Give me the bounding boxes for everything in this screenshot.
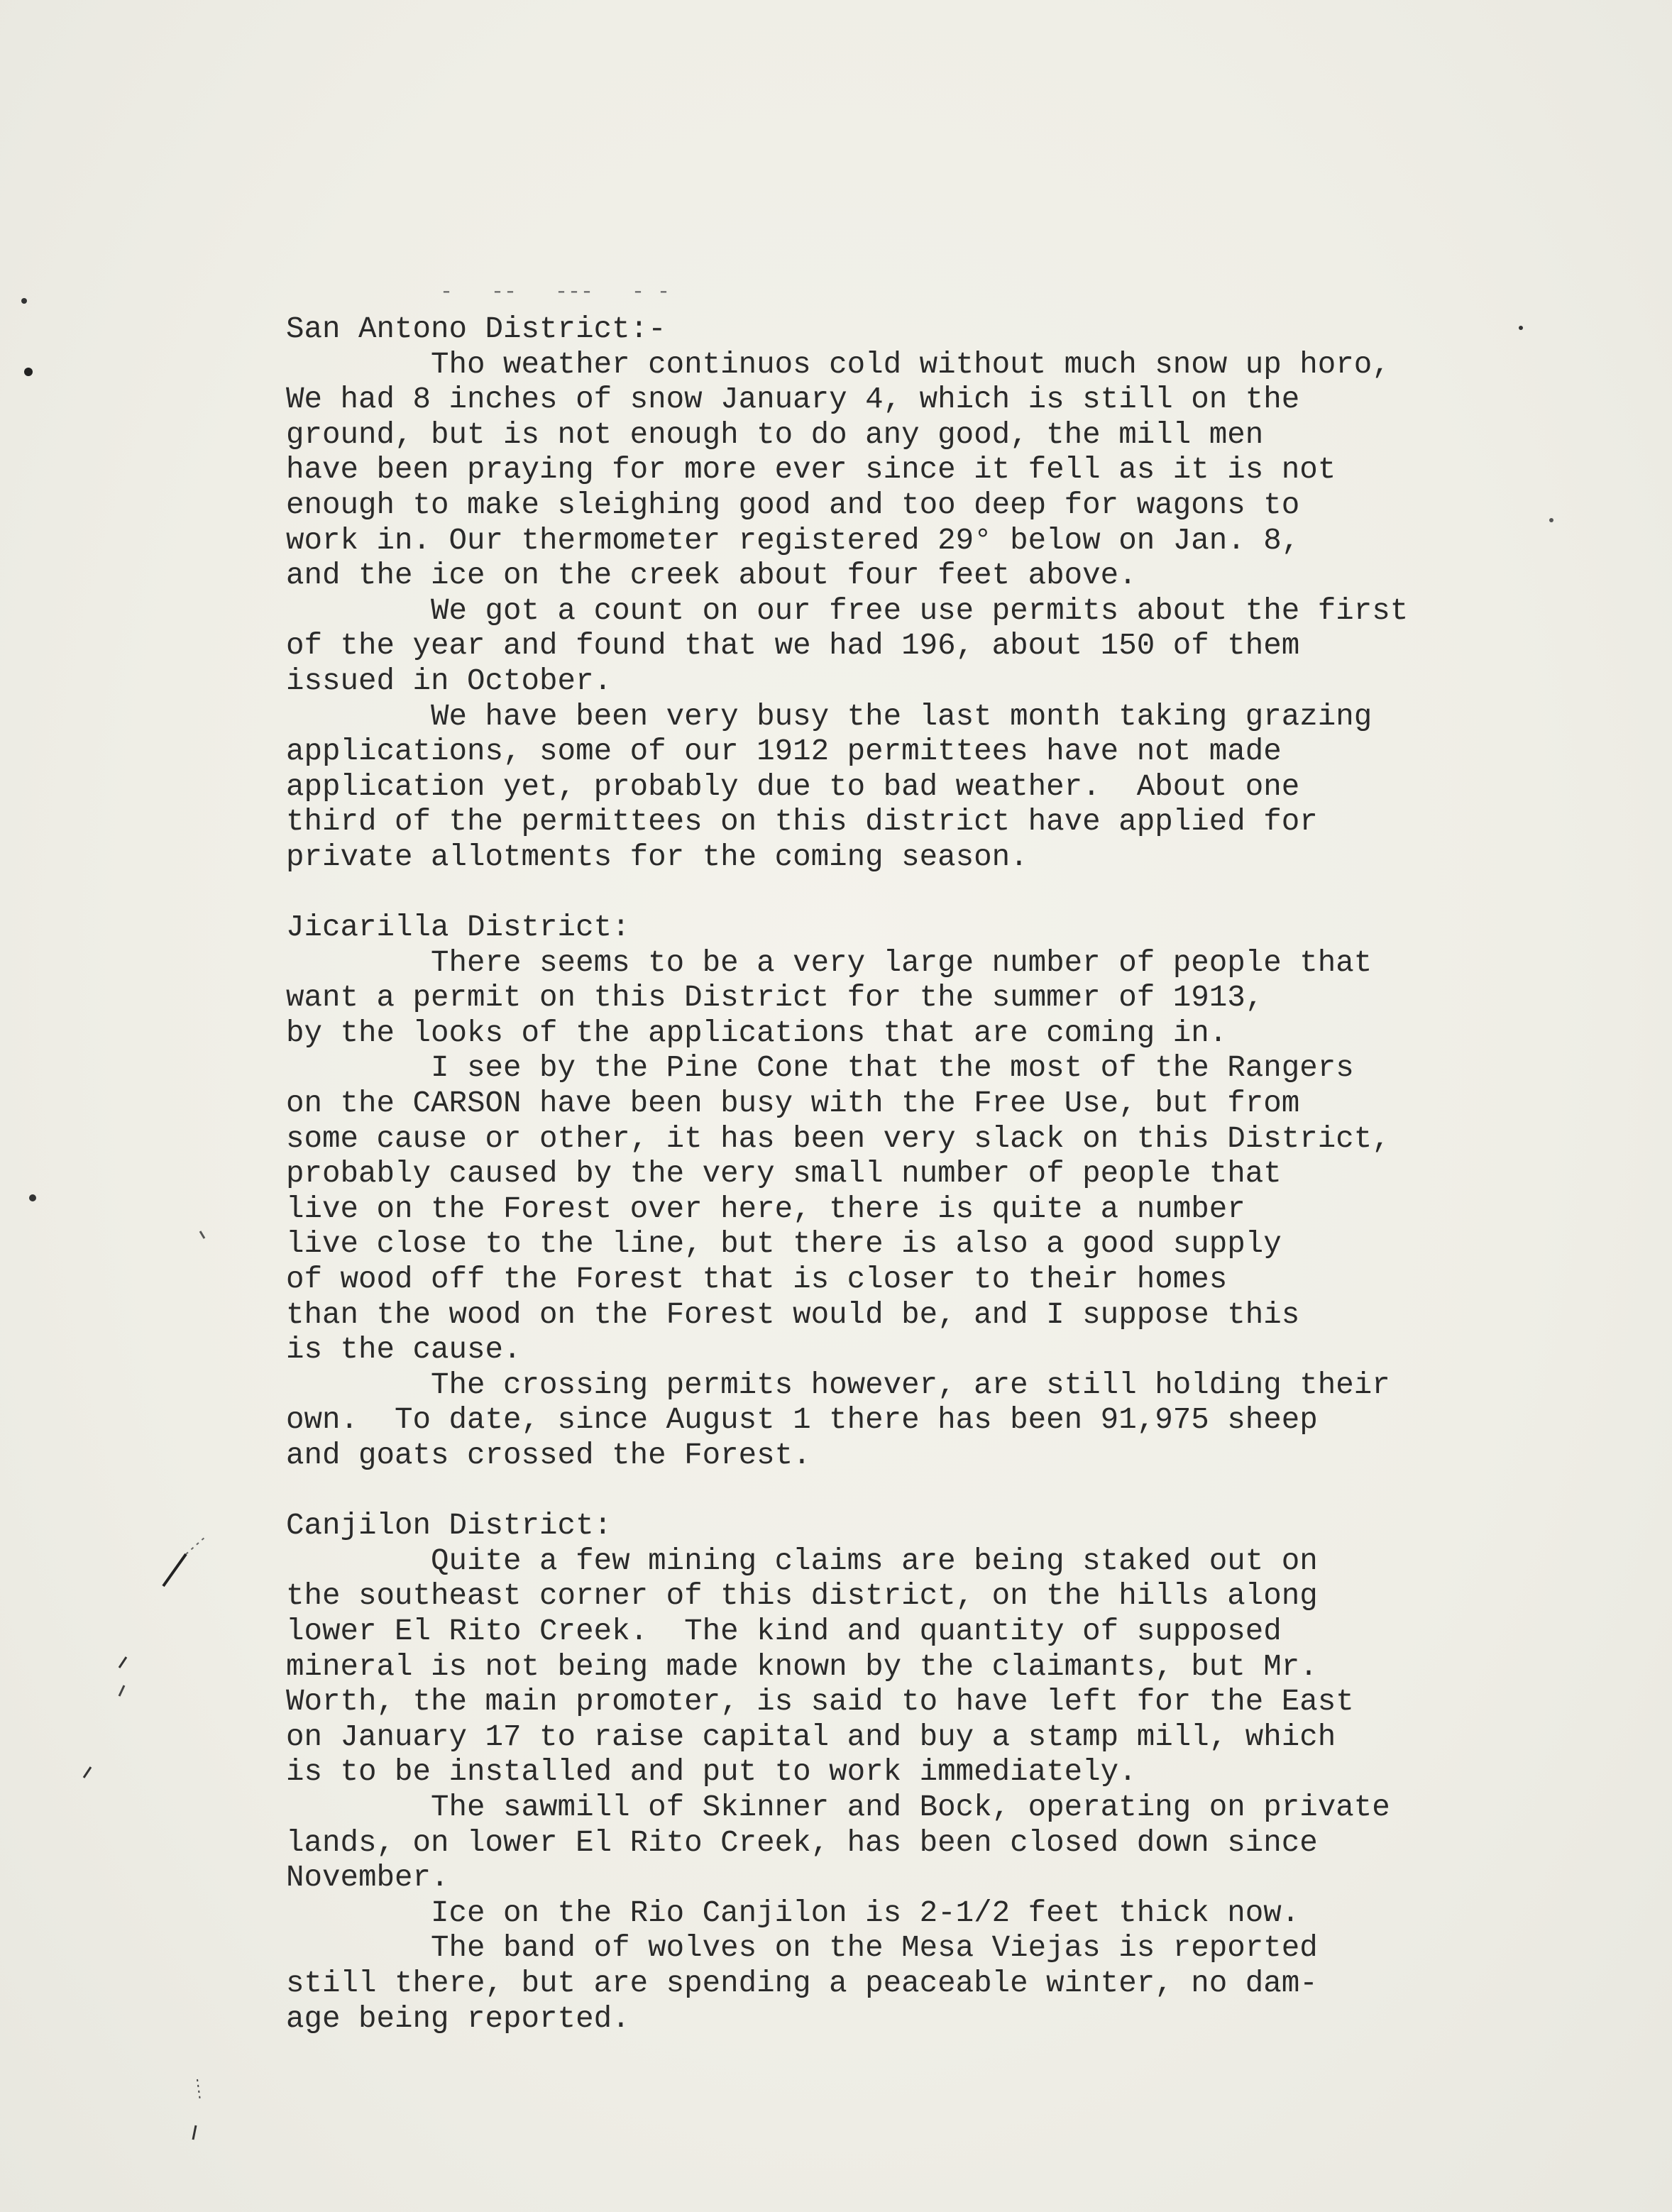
text-line: Ice on the Rio Canjilon is 2-1/2 feet thick now. <box>286 1895 1300 1930</box>
text-line: than the wood on the Forest would be, and I suppose this <box>286 1297 1300 1332</box>
text-line: We have been very busy the last month taking grazing <box>286 699 1373 734</box>
text-line: Worth, the main promoter, is said to have left for the East <box>286 1685 1354 1719</box>
text-line: is the cause. <box>286 1333 522 1368</box>
text-line: of wood off the Forest that is closer to their homes <box>286 1262 1228 1297</box>
text-line: on the CARSON have been busy with the Free Use, but from <box>286 1086 1300 1121</box>
text-line: have been praying for more ever since it fell as it is not <box>286 453 1336 488</box>
text-line: I see by the Pine Cone that the most of the Rangers <box>286 1051 1354 1086</box>
text-line: the southeast corner of this district, on the hills along <box>286 1579 1318 1614</box>
top-marks: - -- --- - - <box>440 280 671 304</box>
text-line: by the looks of the applications that are coming in. <box>286 1016 1228 1050</box>
text-line: and the ice on the creek about four feet above. <box>286 558 1137 593</box>
typed-letter <box>286 312 1549 2037</box>
text-line: There seems to be a very large number of people that <box>286 945 1373 980</box>
text-line: is to be installed and put to work immediately. <box>286 1755 1137 1790</box>
text-line: lower El Rito Creek. The kind and quantity of supposed <box>286 1614 1282 1649</box>
text-line: want a permit on this District for the summer of 1913, <box>286 981 1264 1016</box>
margin-stroke <box>163 1554 186 1586</box>
text-line: enough to make sleighing good and too deep for wagons to <box>286 488 1300 522</box>
margin-stroke <box>84 1767 91 1778</box>
text-line: We had 8 inches of snow January 4, which is still on the <box>286 383 1300 417</box>
text-line: mineral is not being made known by the claimants, but Mr. <box>286 1649 1318 1684</box>
text-line: own. To date, since August 1 there has been 91,975 sheep <box>286 1403 1318 1438</box>
text-line: age being reported. <box>286 2001 630 2036</box>
margin-stroke <box>186 1536 206 1554</box>
margin-dot <box>1549 518 1553 522</box>
text-line: some cause or other, it has been very slack on this District, <box>286 1121 1390 1156</box>
text-line: probably caused by the very small number of people that <box>286 1157 1282 1192</box>
text-line: on January 17 to raise capital and buy a stamp mill, which <box>286 1719 1336 1754</box>
text-line: live on the Forest over here, there is quite a number <box>286 1192 1245 1226</box>
margin-dot <box>21 298 27 304</box>
section-spacer <box>286 1474 1549 1509</box>
text-line: The sawmill of Skinner and Bock, operating on private <box>286 1790 1390 1825</box>
text-line: still there, but are spending a peaceable winter, no dam- <box>286 1966 1318 2001</box>
section-spacer <box>286 876 1549 911</box>
text-line: private allotments for the coming season. <box>286 840 1028 874</box>
margin-stroke <box>119 1685 124 1696</box>
section-heading-canjilon: Canjilon District: <box>286 1509 612 1544</box>
margin-stroke <box>197 2079 200 2101</box>
text-line: The crossing permits however, are still holding their <box>286 1368 1390 1402</box>
text-line: November. <box>286 1861 449 1895</box>
text-line: The band of wolves on the Mesa Viejas is reported <box>286 1931 1318 1966</box>
section-heading-jicarilla: Jicarilla District: <box>286 910 630 945</box>
margin-stroke <box>200 1231 204 1238</box>
text-line: Quite a few mining claims are being staked out on <box>286 1544 1318 1578</box>
text-line: applications, some of our 1912 permittees have not made <box>286 734 1282 769</box>
text-line: third of the permittees on this district have applied for <box>286 805 1318 840</box>
margin-dot <box>24 368 33 376</box>
text-line: issued in October. <box>286 664 612 698</box>
margin-dot <box>29 1194 36 1201</box>
text-line: application yet, probably due to bad weather. About one <box>286 769 1300 804</box>
text-line: of the year and found that we had 196, about 150 of them <box>286 629 1300 664</box>
text-line: We got a count on our free use permits about the first <box>286 593 1409 628</box>
text-line: ground, but is not enough to do any good, the mill men <box>286 417 1264 452</box>
text-line: work in. Our thermometer registered 29° below on Jan. 8, <box>286 523 1300 558</box>
margin-stroke <box>193 2125 196 2140</box>
text-line: lands, on lower El Rito Creek, has been closed down since <box>286 1825 1318 1860</box>
margin-stroke <box>119 1657 126 1668</box>
section-heading-san-antono: San Antono District:- <box>286 312 666 346</box>
text-line: live close to the line, but there is also a good supply <box>286 1227 1282 1262</box>
text-line: and goats crossed the Forest. <box>286 1438 811 1473</box>
text-line: Tho weather continuos cold without much snow up horo, <box>286 347 1390 382</box>
